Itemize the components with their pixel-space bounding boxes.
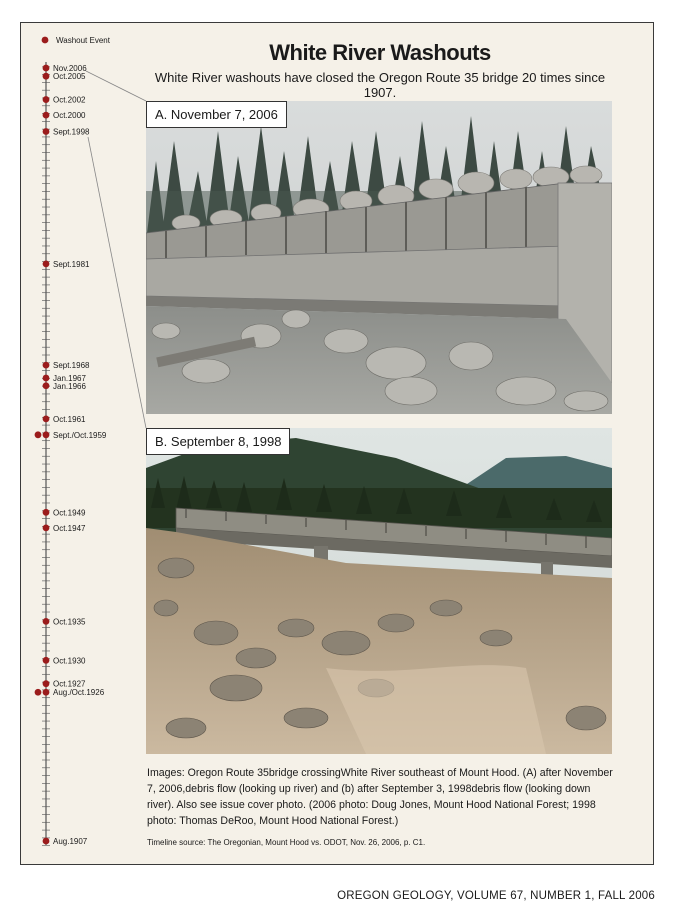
event-label: Sept.1998 [53, 127, 90, 137]
event-label: Oct.1927 [53, 679, 86, 689]
bridge-1998-image [146, 428, 612, 754]
page-subtitle: White River washouts have closed the Oregon Route 35 bridge 20 times since 1907. [154, 70, 606, 100]
photo-september-1998 [146, 428, 612, 754]
photo-a-label: A. November 7, 2006 [146, 101, 287, 128]
event-label: Jan.1967 [53, 373, 86, 383]
event-label: Oct.1935 [53, 617, 86, 627]
event-label: Oct.1947 [53, 523, 86, 533]
photo-november-2006 [146, 101, 612, 414]
journal-footer: OREGON GEOLOGY, VOLUME 67, NUMBER 1, FALL 2006 [337, 890, 655, 902]
event-label: Oct.1930 [53, 656, 86, 666]
event-label: Nov.2006 [53, 64, 87, 73]
photo-b-label: B. September 8, 1998 [146, 428, 290, 455]
legend-label: Washout Event [56, 36, 110, 45]
page-title: White River Washouts [269, 40, 491, 65]
photo-caption: Images: Oregon Route 35bridge crossingWhite River southeast of Mount Hood. (A) after November 7, 2006,debris flow (looking up river) and (b) after September 3, 1998debris flow (looking down river). Also see issue cover photo. (2006 photo: Doug Jones, Mount Hood National Forest; 1998 photo: Thomas DeRoo, Mount Hood National Forest.) [147, 767, 613, 827]
event-label: Oct.2002 [53, 95, 86, 105]
bridge-2006-image [146, 101, 612, 414]
event-label: Oct.2000 [53, 111, 86, 121]
event-label: Sept.1968 [53, 361, 90, 371]
leader-line-2006 [86, 71, 146, 101]
event-label: Jan.1966 [53, 381, 86, 391]
timeline-source: Timeline source: The Oregonian, Mount Hood vs. ODOT, Nov. 26, 2006, p. C1. [147, 838, 426, 847]
event-label: Aug./Oct.1926 [53, 688, 105, 698]
event-label: Sept.1981 [53, 259, 90, 269]
leader-line-1998 [88, 137, 146, 428]
event-label: Aug.1907 [53, 837, 88, 846]
event-label: Oct.1961 [53, 414, 86, 424]
event-label: Sept./Oct.1959 [53, 430, 107, 440]
event-label: Oct.2005 [53, 72, 86, 82]
event-label: Oct.1949 [53, 508, 86, 518]
